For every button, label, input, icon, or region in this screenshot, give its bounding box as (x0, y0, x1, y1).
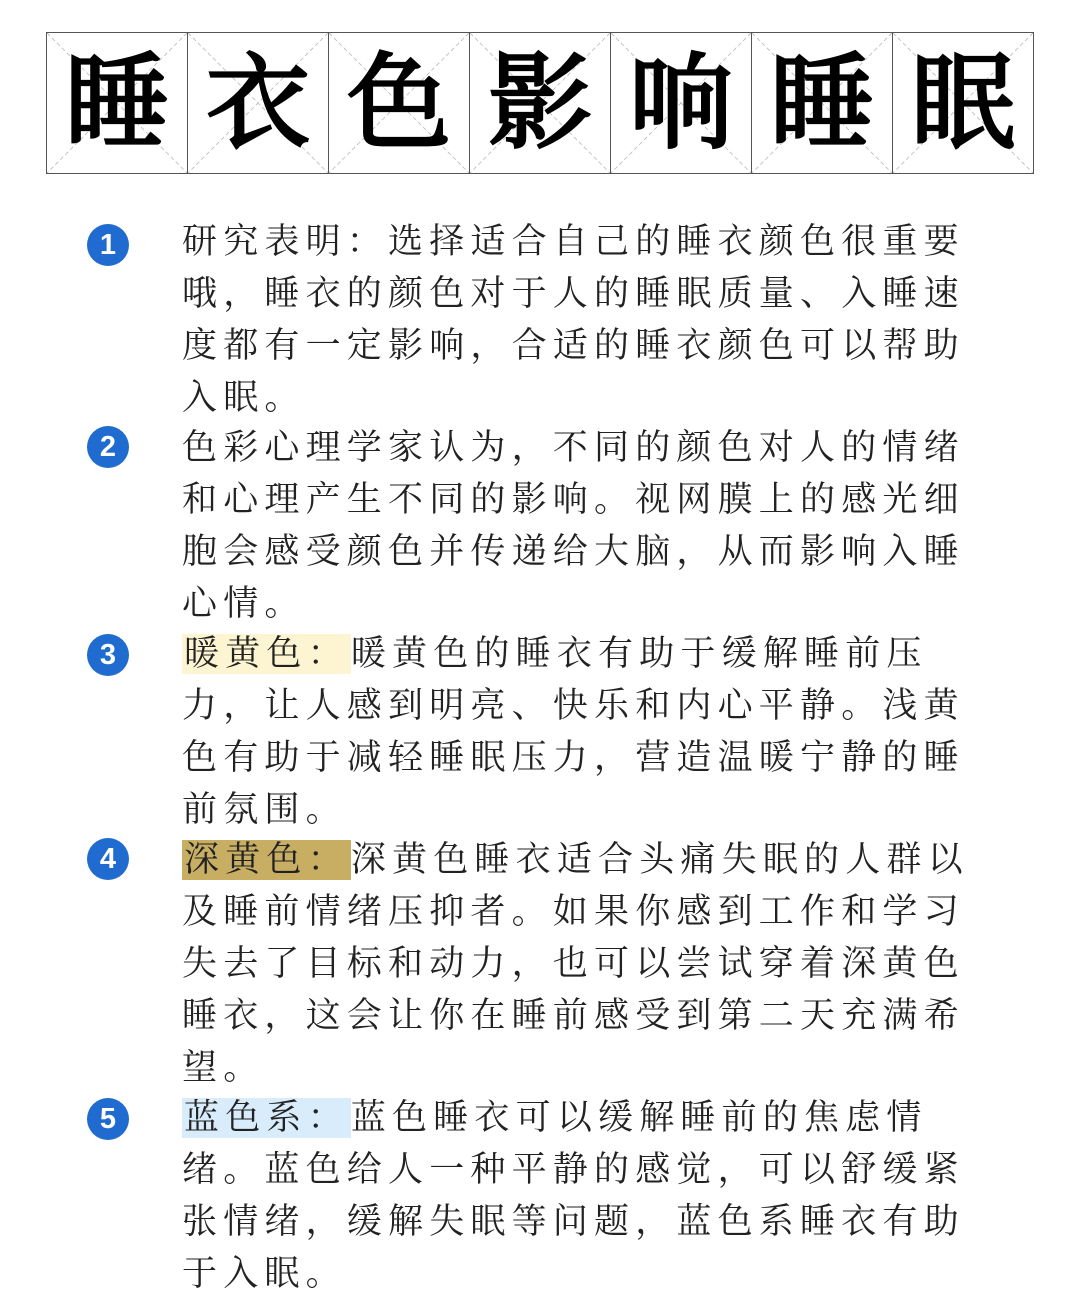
paragraph-text: 暖黄色的睡衣有助于缓解睡前压力，让人感到明亮、快乐和内心平静。浅黄色有助于减轻睡眠压力，营造温暖宁静的睡前氛围。 (182, 634, 965, 830)
title-char: 眠 (910, 42, 1015, 164)
paragraph-text: 色彩心理学家认为，不同的颜色对人的情绪和心理产生不同的影响。视网膜上的感光细胞会感受颜色并传递给大脑，从而影响入睡心情。 (182, 428, 965, 624)
number-badge-5: 5 (87, 1098, 129, 1140)
title-char: 睡 (769, 42, 874, 164)
paragraph (182, 216, 994, 424)
title-cell (188, 33, 329, 173)
title-cell (47, 33, 188, 173)
paragraph (182, 1092, 994, 1300)
title-char: 衣 (205, 42, 310, 164)
title-char: 色 (346, 42, 451, 164)
title-char: 睡 (64, 42, 169, 164)
number-badge-4: 4 (87, 838, 129, 880)
paragraph (182, 628, 994, 836)
title-char: 响 (628, 42, 733, 164)
paragraph-text: 研究表明：选择适合自己的睡衣颜色很重要哦，睡衣的颜色对于人的睡眠质量、入睡速度都有一定影响，合适的睡衣颜色可以帮助入眠。 (182, 222, 965, 418)
title-cell (752, 33, 893, 173)
title-cell (329, 33, 470, 173)
highlight-label: 蓝色系： (184, 1098, 349, 1138)
number-badge-3: 3 (87, 634, 129, 676)
number-badge-2: 2 (87, 426, 129, 468)
highlight-label: 暖黄色： (184, 634, 349, 674)
title-cell (611, 33, 752, 173)
title-cell (893, 33, 1033, 173)
paragraph-text: 深黄色睡衣适合头痛失眠的人群以及睡前情绪压抑者。如果你感到工作和学习失去了目标和动力，也可以尝试穿着深黄色睡衣，这会让你在睡前感受到第二天充满希望。 (182, 840, 969, 1088)
title-grid (46, 32, 1034, 174)
highlight-label: 深黄色： (184, 840, 349, 880)
paragraph (182, 834, 994, 1094)
title-cell (470, 33, 611, 173)
title-char: 影 (487, 42, 592, 164)
paragraph-text: 蓝色睡衣可以缓解睡前的焦虑情绪。蓝色给人一种平静的感觉，可以舒缓紧张情绪，缓解失眠等问题，蓝色系睡衣有助于入眠。 (182, 1098, 965, 1294)
paragraph (182, 422, 994, 630)
number-badge-1: 1 (87, 224, 129, 266)
